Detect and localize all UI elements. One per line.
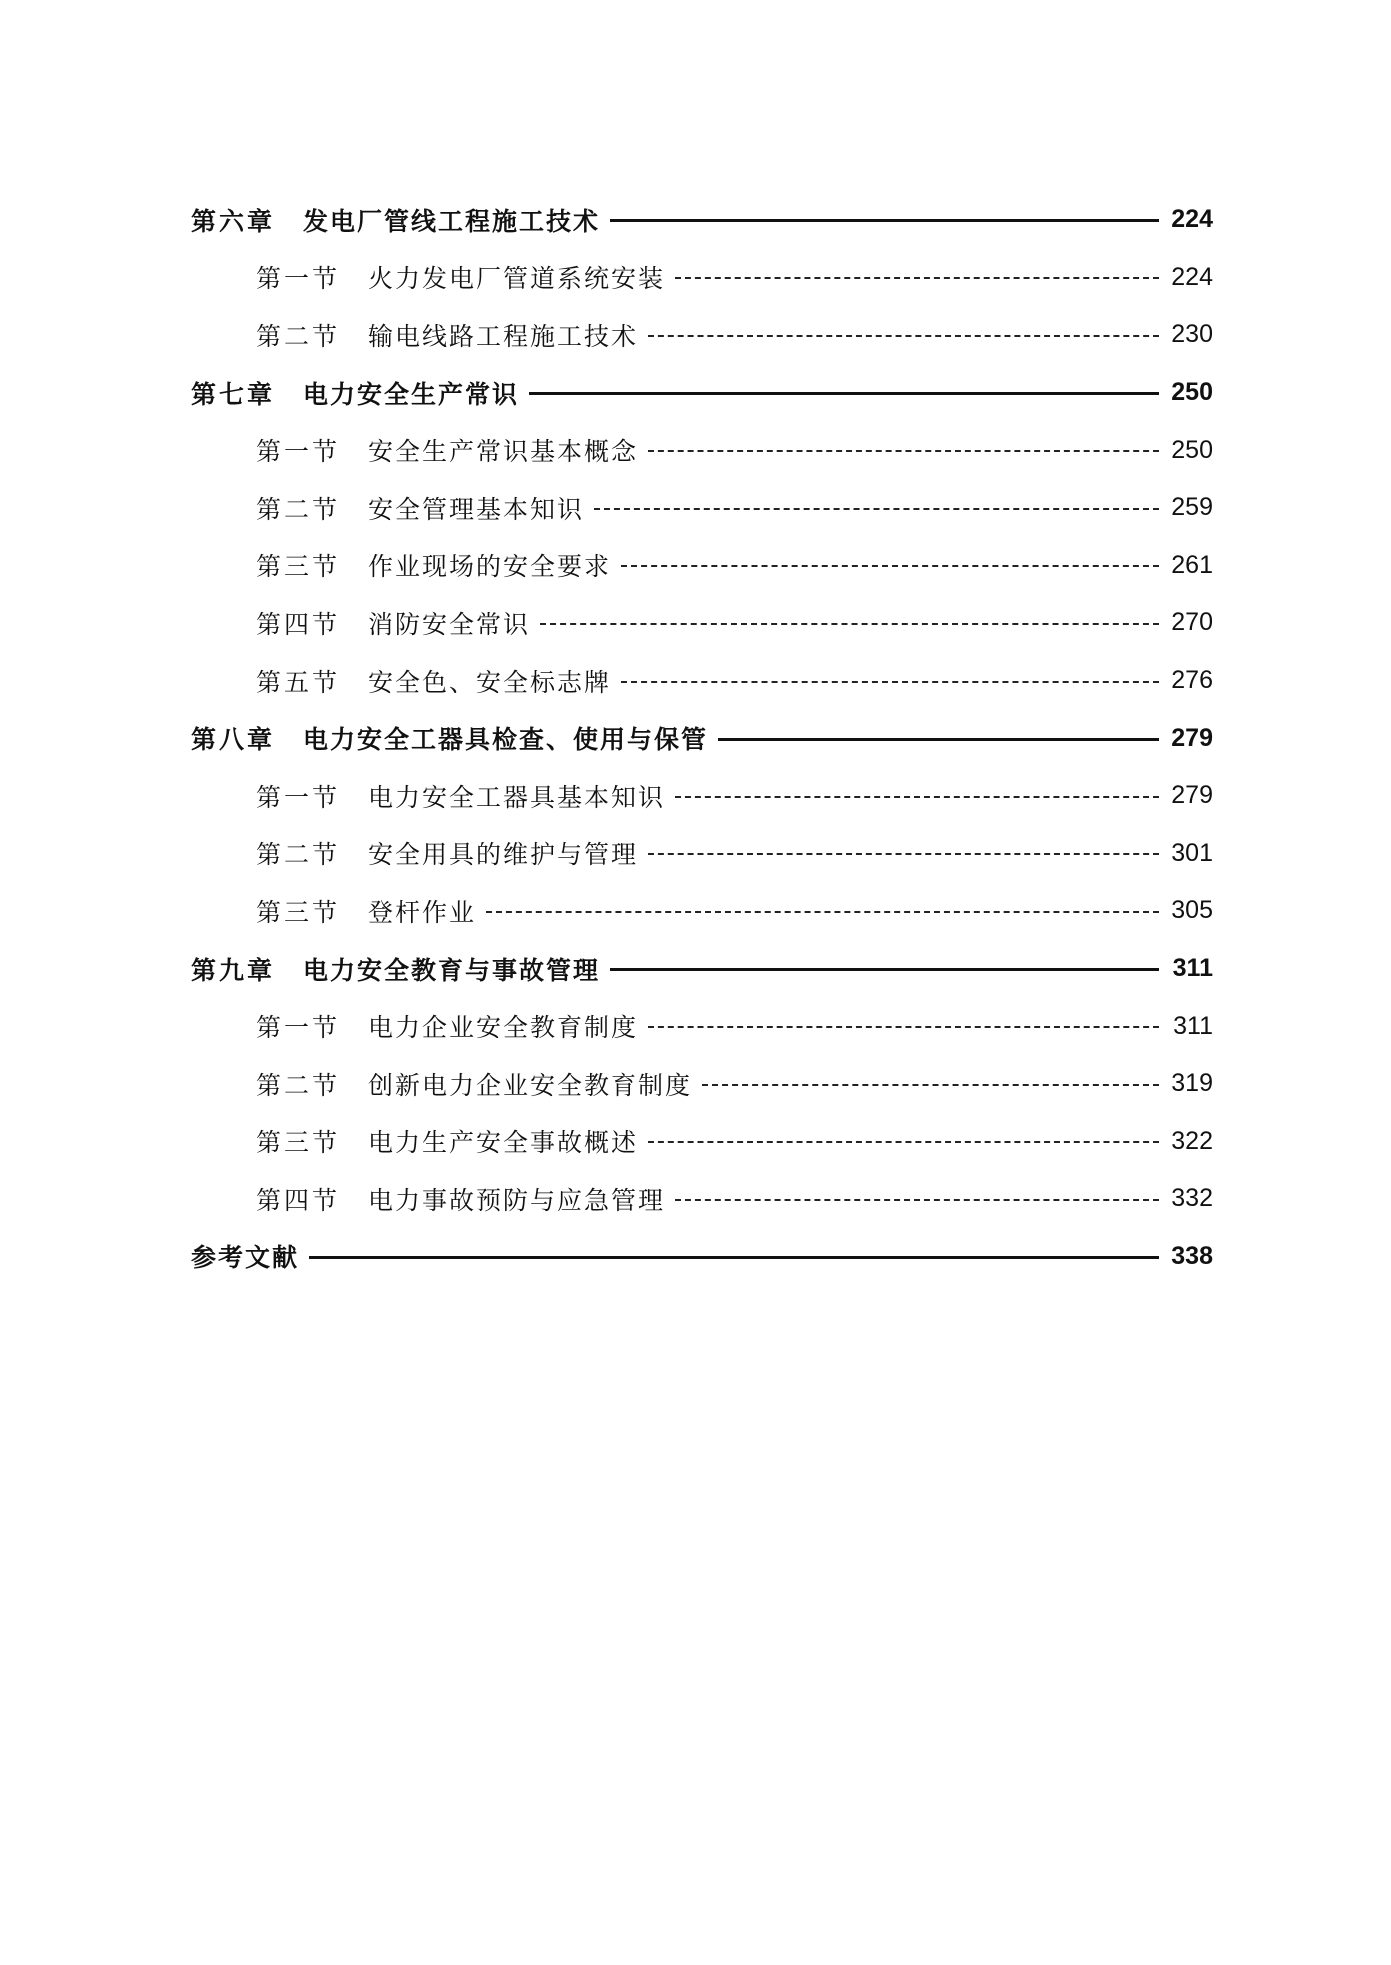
entry-label bbox=[191, 951, 600, 987]
leader-line bbox=[648, 450, 1159, 452]
leader-line bbox=[675, 1199, 1159, 1201]
toc-chapter-entry[interactable] bbox=[191, 364, 1213, 422]
entry-title: 登杆作业 bbox=[368, 897, 477, 927]
leader-line bbox=[529, 392, 1159, 395]
entry-prefix: 第四节 bbox=[256, 1185, 341, 1215]
entry-label bbox=[256, 259, 665, 295]
leader-line bbox=[621, 565, 1159, 567]
entry-prefix: 第一节 bbox=[256, 437, 341, 467]
entry-label bbox=[256, 663, 611, 699]
toc-section-entry[interactable] bbox=[191, 594, 1213, 652]
entry-page-number: 279 bbox=[1171, 723, 1213, 752]
leader-line bbox=[594, 508, 1159, 510]
entry-title: 发电厂管线工程施工技术 bbox=[303, 206, 601, 236]
entry-title: 电力事故预防与应急管理 bbox=[368, 1185, 666, 1215]
entry-prefix: 第三节 bbox=[256, 897, 341, 927]
toc-chapter-entry[interactable] bbox=[191, 191, 1213, 249]
entry-title: 创新电力企业安全教育制度 bbox=[368, 1070, 693, 1100]
entry-label bbox=[256, 835, 638, 871]
entry-prefix: 第四节 bbox=[256, 609, 341, 639]
toc-section-entry[interactable] bbox=[191, 1170, 1213, 1228]
entry-label bbox=[256, 547, 611, 583]
toc-section-entry[interactable] bbox=[191, 767, 1213, 825]
entry-page-number: 250 bbox=[1171, 435, 1213, 464]
leader-line bbox=[675, 796, 1159, 798]
toc-section-entry[interactable] bbox=[191, 1055, 1213, 1113]
entry-label bbox=[191, 375, 519, 411]
entry-title: 安全管理基本知识 bbox=[368, 494, 585, 524]
entry-page-number: 322 bbox=[1171, 1126, 1213, 1155]
entry-page-number: 305 bbox=[1171, 896, 1213, 925]
entry-label bbox=[256, 432, 638, 468]
entry-page-number: 319 bbox=[1171, 1069, 1213, 1098]
entry-label bbox=[191, 720, 708, 756]
leader-line bbox=[610, 219, 1159, 222]
entry-title: 火力发电厂管道系统安装 bbox=[368, 264, 666, 294]
toc-section-entry[interactable] bbox=[191, 479, 1213, 537]
entry-title: 安全用具的维护与管理 bbox=[368, 840, 639, 870]
leader-line bbox=[648, 1141, 1159, 1143]
entry-title: 安全生产常识基本概念 bbox=[368, 437, 639, 467]
toc-section-entry[interactable] bbox=[191, 652, 1213, 710]
entry-page-number: 311 bbox=[1172, 954, 1213, 983]
entry-prefix: 第二节 bbox=[256, 840, 341, 870]
entry-title: 电力安全教育与事故管理 bbox=[303, 955, 601, 985]
entry-page-number: 332 bbox=[1171, 1184, 1213, 1213]
leader-line bbox=[621, 681, 1159, 683]
entry-title: 电力安全工器具检查、使用与保管 bbox=[303, 725, 709, 755]
entry-label bbox=[191, 202, 600, 238]
entry-label bbox=[256, 490, 584, 526]
entry-label bbox=[256, 1181, 665, 1217]
toc-section-entry[interactable] bbox=[191, 249, 1213, 307]
entry-label bbox=[256, 893, 476, 929]
toc-section-entry[interactable] bbox=[191, 537, 1213, 595]
entry-prefix: 第三节 bbox=[256, 552, 341, 582]
entry-page-number: 276 bbox=[1171, 666, 1213, 695]
entry-page-number: 261 bbox=[1171, 550, 1213, 579]
entry-prefix: 第一节 bbox=[256, 782, 341, 812]
entry-label bbox=[256, 1008, 638, 1044]
entry-title: 电力安全生产常识 bbox=[303, 379, 520, 409]
entry-title: 电力企业安全教育制度 bbox=[368, 1013, 639, 1043]
entry-title: 作业现场的安全要求 bbox=[368, 552, 612, 582]
entry-title: 消防安全常识 bbox=[368, 609, 531, 639]
leader-line bbox=[648, 335, 1159, 337]
toc-section-entry[interactable] bbox=[191, 882, 1213, 940]
entry-label bbox=[256, 778, 665, 814]
entry-prefix: 第九章 bbox=[191, 955, 276, 985]
entry-title: 输电线路工程施工技术 bbox=[368, 321, 639, 351]
leader-line bbox=[648, 853, 1159, 855]
toc-section-entry[interactable] bbox=[191, 997, 1213, 1055]
toc-section-entry[interactable] bbox=[191, 421, 1213, 479]
entry-prefix: 第一节 bbox=[256, 264, 341, 294]
leader-line bbox=[540, 623, 1159, 625]
entry-prefix: 第三节 bbox=[256, 1128, 341, 1158]
leader-line bbox=[675, 277, 1159, 279]
entry-page-number: 270 bbox=[1171, 608, 1213, 637]
entry-title: 安全色、安全标志牌 bbox=[368, 667, 612, 697]
entry-page-number: 230 bbox=[1171, 320, 1213, 349]
entry-prefix: 第七章 bbox=[191, 379, 276, 409]
leader-line bbox=[309, 1256, 1159, 1259]
entry-prefix: 第二节 bbox=[256, 1070, 341, 1100]
leader-line bbox=[702, 1084, 1159, 1086]
entry-page-number: 279 bbox=[1171, 781, 1213, 810]
toc-chapter-entry[interactable] bbox=[191, 709, 1213, 767]
entry-page-number: 338 bbox=[1171, 1241, 1213, 1270]
entry-label bbox=[256, 605, 530, 641]
entry-page-number: 250 bbox=[1171, 378, 1213, 407]
toc-section-entry[interactable] bbox=[191, 306, 1213, 364]
leader-line bbox=[486, 911, 1159, 913]
entry-title: 电力安全工器具基本知识 bbox=[368, 782, 666, 812]
toc-section-entry[interactable] bbox=[191, 825, 1213, 883]
entry-page-number: 259 bbox=[1171, 493, 1213, 522]
entry-title: 参考文献 bbox=[191, 1243, 300, 1273]
entry-prefix: 第一节 bbox=[256, 1013, 341, 1043]
leader-line bbox=[648, 1026, 1159, 1028]
entry-title: 电力生产安全事故概述 bbox=[368, 1128, 639, 1158]
entry-label bbox=[256, 1123, 638, 1159]
entry-page-number: 224 bbox=[1171, 205, 1213, 234]
entry-label bbox=[256, 317, 638, 353]
entry-prefix: 第五节 bbox=[256, 667, 341, 697]
entry-prefix: 第六章 bbox=[191, 206, 276, 236]
entry-prefix: 第八章 bbox=[191, 725, 276, 755]
entry-label bbox=[191, 1238, 299, 1274]
toc-references-entry[interactable] bbox=[191, 1228, 1213, 1286]
toc-section-entry[interactable] bbox=[191, 1113, 1213, 1171]
toc-chapter-entry[interactable] bbox=[191, 940, 1213, 998]
table-of-contents bbox=[191, 191, 1213, 1285]
entry-page-number: 311 bbox=[1173, 1011, 1213, 1040]
entry-prefix: 第二节 bbox=[256, 494, 341, 524]
entry-page-number: 224 bbox=[1171, 262, 1213, 291]
leader-line bbox=[718, 738, 1159, 741]
entry-page-number: 301 bbox=[1171, 838, 1213, 867]
leader-line bbox=[610, 968, 1159, 971]
entry-prefix: 第二节 bbox=[256, 321, 341, 351]
entry-label bbox=[256, 1066, 692, 1102]
